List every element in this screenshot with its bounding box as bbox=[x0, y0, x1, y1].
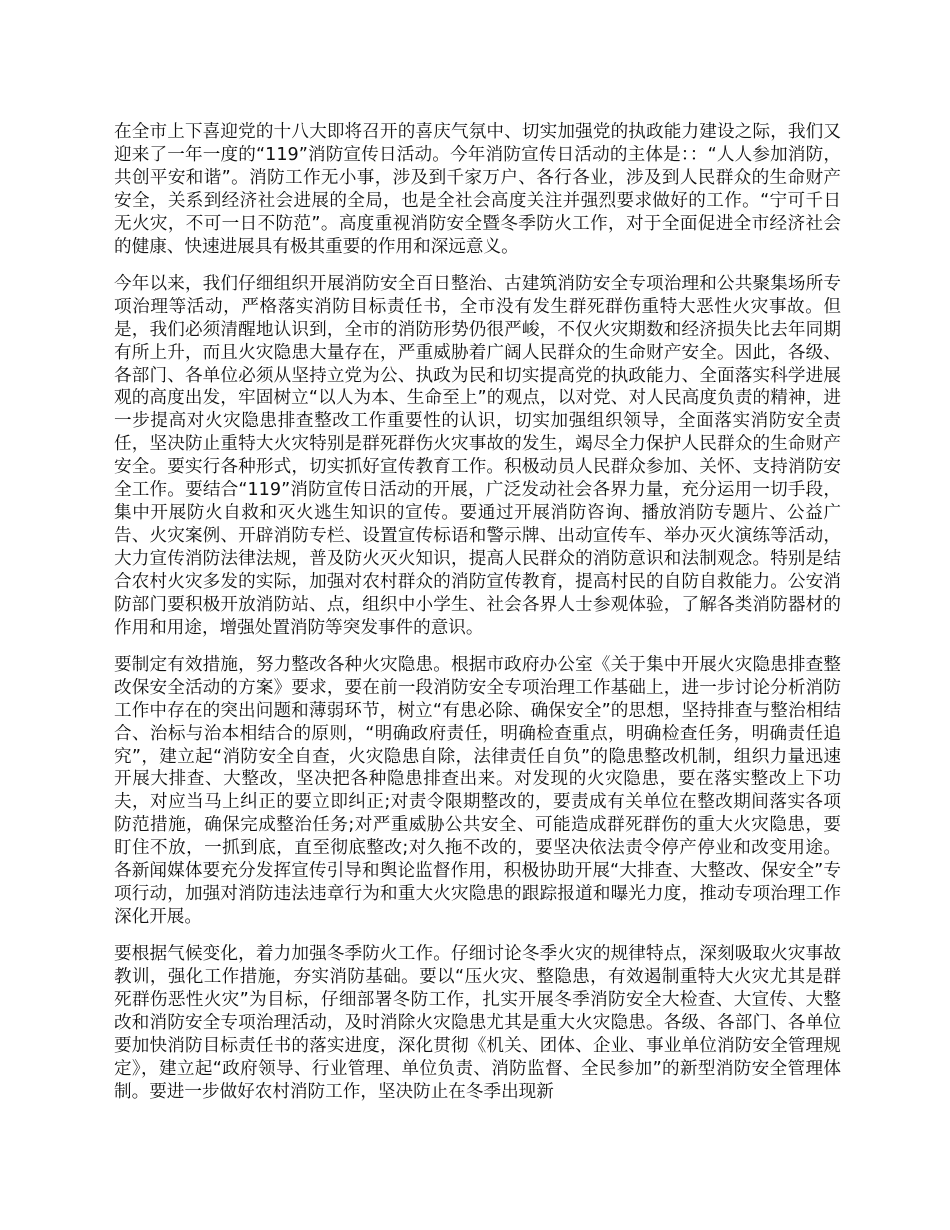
paragraph-intro: 在全市上下喜迎党的十八大即将召开的喜庆气氛中、切实加强党的执政能力建设之际，我们又迎来了一年一度的“119”消防宣传日活动。今年消防宣传日活动的主体是：：“人人参加消防，共创平安和谐”。消防工作无小事，涉及到千家万户、各行各业，涉及到人民群众的生命财产安全，关系到经济社会进展的全局，也是全社会高度关注并强烈要求做好的工作。“宁可千日无火灾，不可一日不防范”。高度重视消防安全暨冬季防火工作，对于全面促进全市经济社会的健康、快速进展具有极其重要的作用和深远意义。 bbox=[114, 122, 841, 257]
paragraph-publicity: 今年以来，我们仔细组织开展消防安全百日整治、古建筑消防安全专项治理和公共聚集场所专项治理等活动，严格落实消防目标责任书，全市没有发生群死群伤重特大恶性火灾事故。但是，我们必须清醒地认识到，全市的消防形势仍很严峻，不仅火灾期数和经济损失比去年同期有所上升，而且火灾隐患大量存在，严重威胁着广阔人民群众的生命财产安全。因此，各级、各部门、各单位必须从坚持立党为公、执政为民和切实提高党的执政能力、全面落实科学进展观的高度出发，牢固树立“以人为本、生命至上”的观点，以对党、对人民高度负责的精神，进一步提高对火灾隐患排查整改工作重要性的认识，切实加强组织领导，全面落实消防安全责任，坚决防止重特大火灾特别是群死群伤火灾事故的发生，竭尽全力保护人民群众的生命财产安全。要实行各种形式，切实抓好宣传教育工作。积极动员人民群众参加、关怀、支持消防安全工作。要结合“119”消防宣传日活动的开展，广泛发动社会各界力量，充分运用一切手段，集中开展防火自救和灭火逃生知识的宣传。要通过开展消防咨询、播放消防专题片、公益广告、火灾案例、开辟消防专栏、设置宣传标语和警示牌、出动宣传车、举办灭火演练等活动，大力宣传消防法律法规，普及防火灭火知识，提高人民群众的消防意识和法制观念。特别是结合农村火灾多发的实际，加强对农村群众的消防宣传教育，提高村民的自防自救能力。公安消防部门要积极开放消防站、点，组织中小学生、社会各界人士参观体验，了解各类消防器材的作用和用途，增强处置消防等突发事件的意识。 bbox=[114, 273, 841, 638]
paragraph-winter-fire-prevention: 要根据气候变化，着力加强冬季防火工作。仔细讨论冬季火灾的规律特点，深刻吸取火灾事故教训，强化工作措施，夯实消防基础。要以“压火灾、整隐患，有效遏制重特大火灾尤其是群死群伤恶性火灾”为目标，仔细部署冬防工作，扎实开展冬季消防安全大检查、大宣传、大整改和消防安全专项治理活动，及时消除火灾隐患尤其是重大火灾隐患。各级、各部门、各单位要加快消防目标责任书的落实进度，深化贯彻《机关、团体、企业、事业单位消防安全管理规定》，建立起“政府领导、行业管理、单位负责、消防监督、全民参加”的新型消防安全管理体制。要进一步做好农村消防工作，坚决防止在冬季出现新 bbox=[114, 944, 841, 1102]
document-body bbox=[114, 121, 841, 1118]
paragraph-hazard-rectification: 要制定有效措施，努力整改各种火灾隐患。根据市政府办公室《关于集中开展火灾隐患排查整改保安全活动的方案》要求，要在前一段消防安全专项治理工作基础上，进一步讨论分析消防工作中存在的突出问题和薄弱环节，树立“有患必除、确保安全”的思想，坚持排查与整治相结合、治标与治本相结合的原则，“明确政府责任，明确检查重点，明确检查任务，明确责任追究”，建立起“消防安全自查，火灾隐患自除，法律责任自负”的隐患整改机制，组织力量迅速开展大排查、大整改，坚决把各种隐患排查出来。对发现的火灾隐患，要在落实整改上下功夫，对应当马上纠正的要立即纠正;对责令限期整改的，要责成有关单位在整改期间落实各项防范措施，确保完成整治任务;对严重威胁公共安全、可能造成群死群伤的重大火灾隐患，要盯住不放，一抓到底，直至彻底整改;对久拖不改的，要坚决依法责令停产停业和改变用途。各新闻媒体要充分发挥宣传引导和舆论监督作用，积极协助开展“大排查、大整改、保安全”专项行动，加强对消防违法违章行为和重大火灾隐患的跟踪报道和曝光力度，推动专项治理工作深化开展。 bbox=[114, 654, 841, 927]
